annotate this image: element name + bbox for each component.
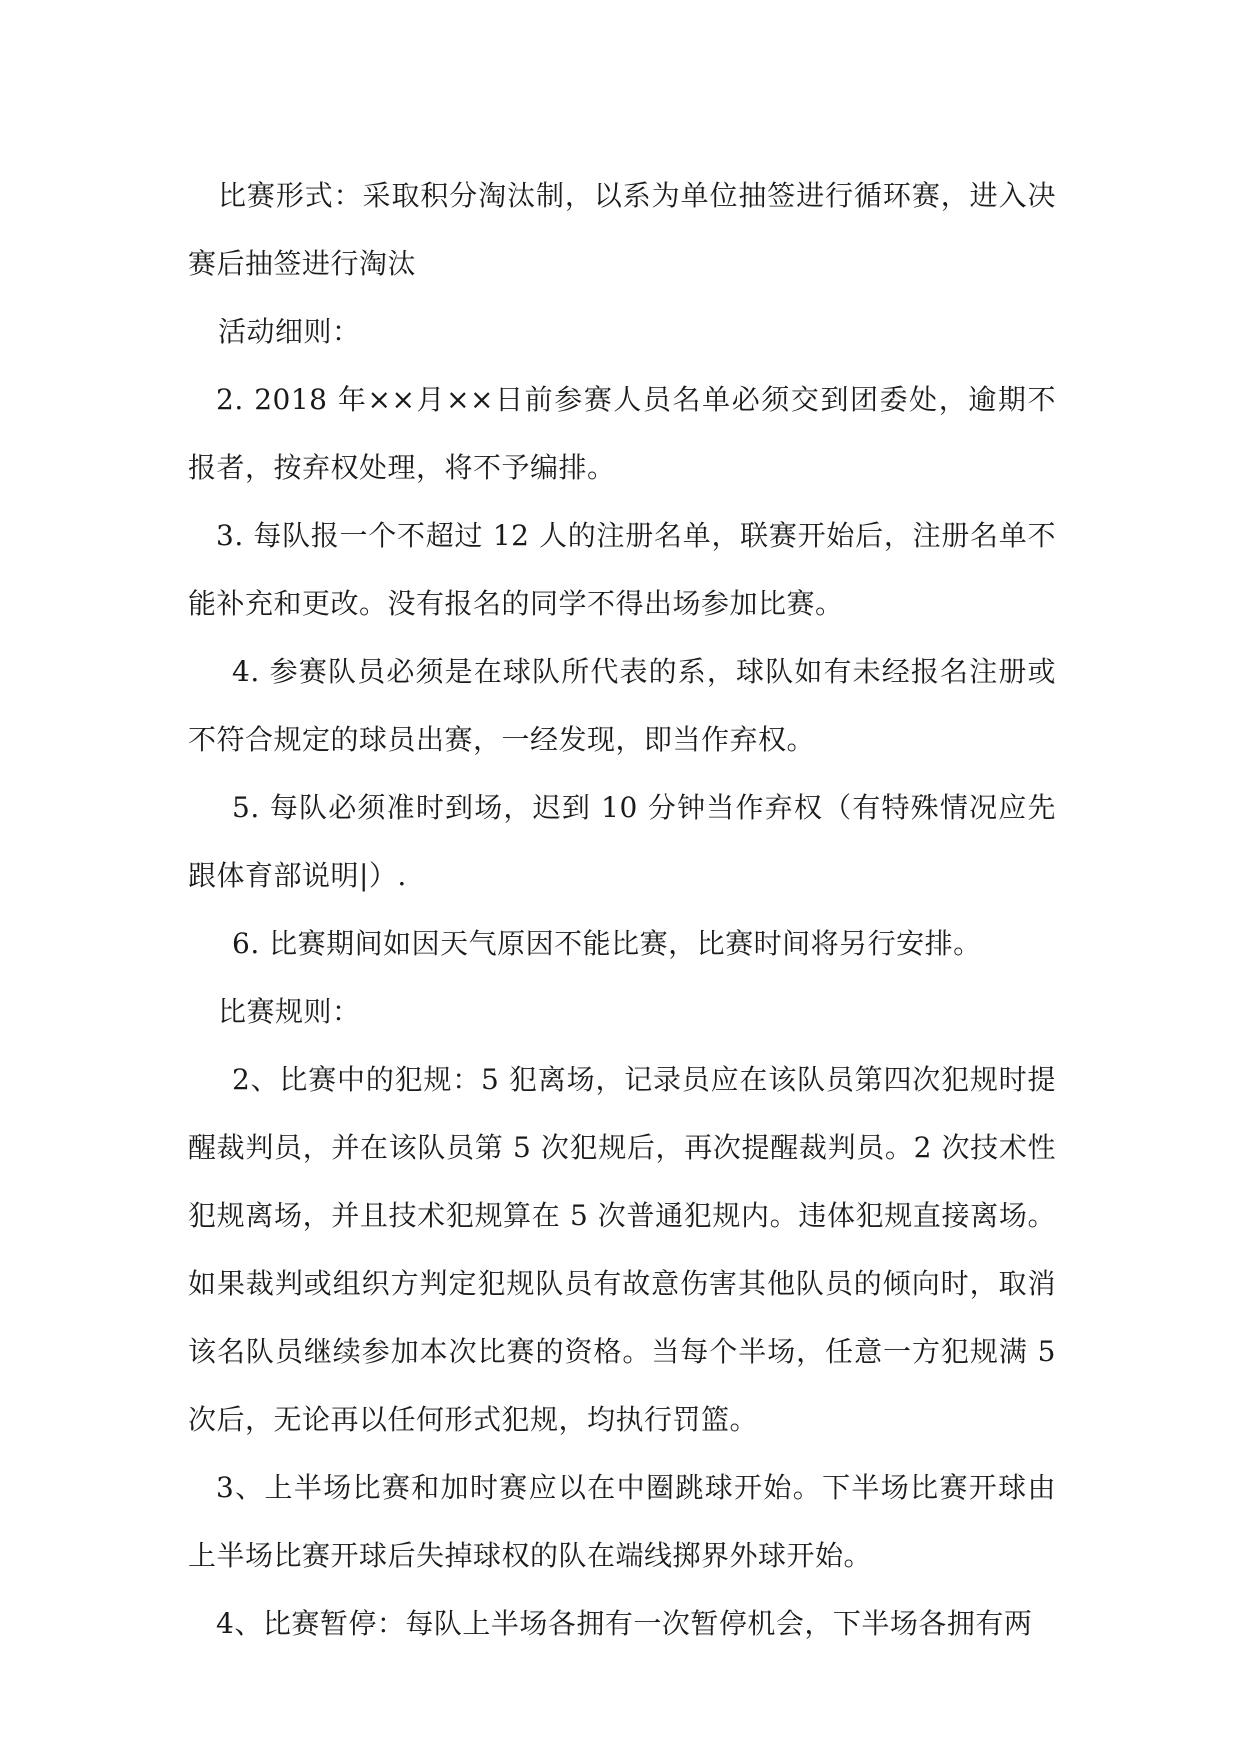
paragraph-rule-5-punctuality: 5. 每队必须准时到场，迟到 10 分钟当作弃权（有特殊情况应先跟体育部说明|）.	[188, 791, 1056, 892]
paragraph-rule-6-weather: 6. 比赛期间如因天气原因不能比赛，比赛时间将另行安排。	[232, 927, 982, 960]
paragraph-rule-2-registration-deadline: 2. 2018 年××月××日前参赛人员名单必须交到团委处，逾期不报者，按弃权处理，将不予编排。	[188, 383, 1056, 484]
paragraph-match-rule-4-timeouts: 4、比赛暂停：每队上半场各拥有一次暂停机会，下半场各拥有两	[216, 1607, 1033, 1640]
paragraph-rule-4-eligibility: 4. 参赛队员必须是在球队所代表的系，球队如有未经报名注册或不符合规定的球员出赛，一经发现，即当作弃权。	[188, 655, 1056, 756]
paragraph-activity-rules-heading: 活动细则：	[218, 315, 361, 348]
paragraph-competition-format: 比赛形式：采取积分淘汰制，以系为单位抽签进行循环赛，进入决赛后抽签进行淘汰	[188, 179, 1056, 280]
paragraph-match-rule-3-tipoff: 3、上半场比赛和加时赛应以在中圈跳球开始。下半场比赛开球由上半场比赛开球后失掉球权的队在端线掷界外球开始。	[188, 1471, 1056, 1572]
paragraph-match-rules-heading: 比赛规则：	[218, 995, 361, 1028]
paragraph-rule-3-roster-limit: 3. 每队报一个不超过 12 人的注册名单，联赛开始后，注册名单不能补充和更改。没有报名的同学不得出场参加比赛。	[188, 519, 1056, 620]
paragraph-match-rule-2-fouls: 2、比赛中的犯规：5 犯离场，记录员应在该队员第四次犯规时提醒裁判员，并在该队员第 5 次犯规后，再次提醒裁判员。2 次技术性犯规离场，并且技术犯规算在 5 次普通犯规内。违体犯规直接离场。如果裁判或组织方判定犯规队员有故意伤害其他队员的倾向时，取消该名队员继续参加本次比赛的资格。当每个半场，任意一方犯规满 5 次后，无论再以任何形式犯规，均执行罚篮。	[188, 1063, 1056, 1436]
document-body	[188, 162, 1056, 1658]
